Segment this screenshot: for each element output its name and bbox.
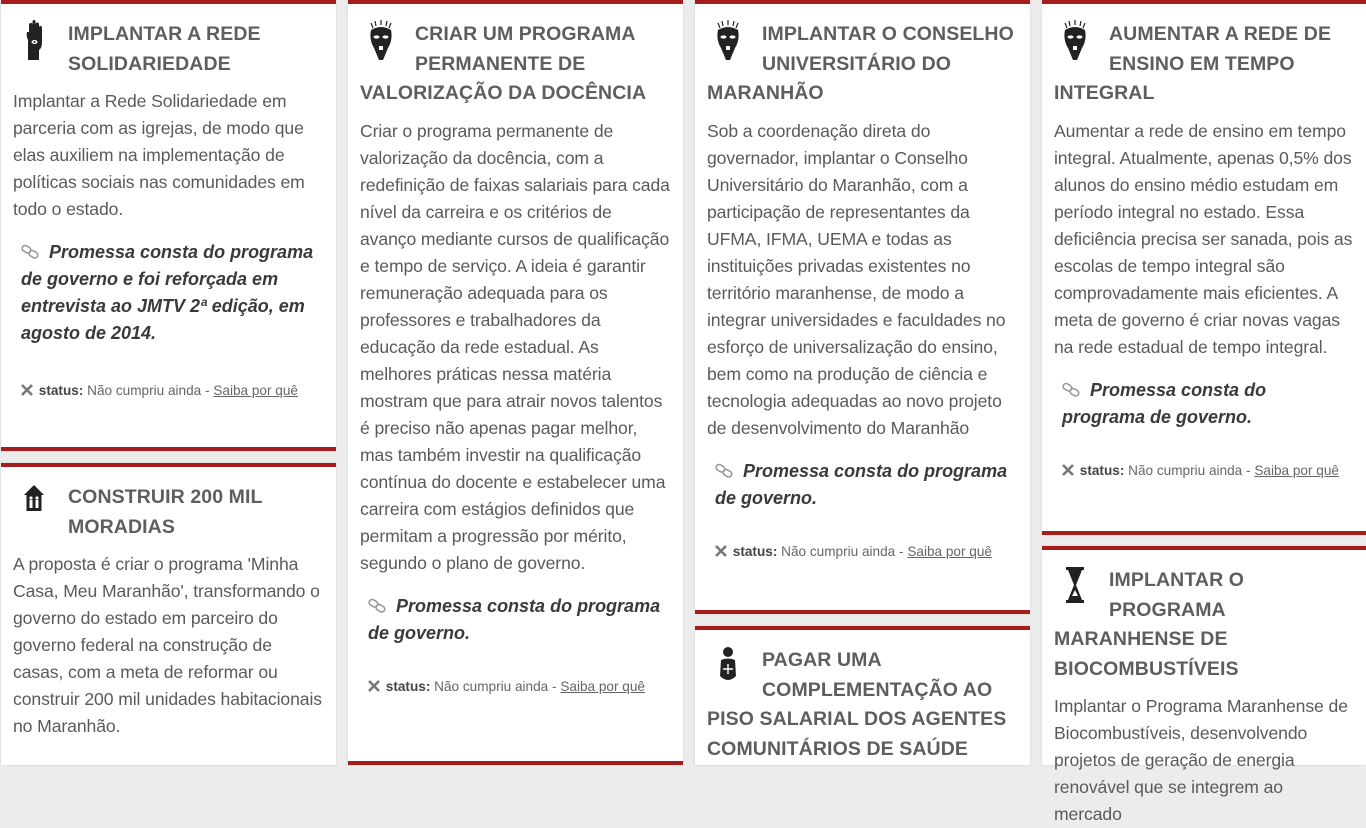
promise-card: [1042, 0, 1366, 535]
promise-card: [695, 0, 1030, 614]
african-mask-icon: [717, 20, 739, 62]
card-title: IMPLANTAR A REDE SOLIDARIEDADE: [68, 23, 261, 75]
status-line: [21, 381, 324, 401]
card-title: PAGAR UMA COMPLEMENTAÇÃO AO PISO SALARIAL DOS AGENTES COMUNITÁRIOS DE SAÚDE: [707, 649, 1007, 760]
promise-text: Promessa consta do programa de governo.: [1062, 379, 1267, 427]
card-title: CONSTRUIR 200 MIL MORADIAS: [68, 486, 263, 538]
promise-note: [1062, 377, 1354, 431]
promise-text: Promessa consta do programa de governo.: [715, 460, 1008, 508]
link-icon: [21, 240, 41, 254]
card-description: Sob a coordenação direta do governador, implantar o Conselho Universitário do Maranhão, com a participação de representantes da UFMA, IFMA, UEMA e todas as instituições privadas existentes no território maranhense, de modo a integrar universidades e faculdades no esforço de universalização do ensino, bem como na produção de ciência e tecnologia adequadas ao novo projeto de desenvolvimento do Maranhão: [707, 120, 1006, 438]
status-label: status:: [732, 543, 778, 559]
promise-card: [1, 463, 336, 765]
status-value: Não cumpriu ainda -: [1128, 462, 1251, 478]
fail-x-icon: [715, 543, 727, 555]
status-label: status:: [1079, 462, 1125, 478]
promise-note: [21, 239, 324, 347]
link-icon: [368, 594, 388, 608]
hourglass-icon: [1064, 566, 1086, 608]
promise-card: [1, 0, 336, 451]
status-line: [715, 542, 1018, 562]
status-value: Não cumpriu ainda -: [434, 678, 557, 694]
card-description: Criar o programa permanente de valorização da docência, com a redefinição de faixas salariais para cada nível da carreira e os critérios de avanço mediante cursos de qualificação e tempo de serviço. A ideia é garantir remuneração adequada para os professores e trabalhadores da educação da rede estadual. As melhores práticas nessa matéria mostram que para atrair novos talentos é preciso não apenas pagar melhor, mas também investir na qualificação contínua do docente e estabelecer uma carreira com estágios definidos que permitam a progressão por mérito, segundo o plano de governo.: [360, 120, 670, 573]
fail-x-icon: [368, 678, 380, 690]
card-title: AUMENTAR A REDE DE ENSINO EM TEMPO INTEGRAL: [1054, 23, 1332, 104]
african-mask-icon: [370, 20, 392, 62]
status-value: Não cumpriu ainda -: [781, 543, 904, 559]
promise-card: [348, 0, 683, 765]
card-title: CRIAR UM PROGRAMA PERMANENTE DE VALORIZAÇÃO DA DOCÊNCIA: [360, 23, 647, 104]
link-icon: [715, 459, 735, 473]
card-description: A proposta é criar o programa 'Minha Casa, Meu Maranhão', transformando o governo do estado em parceiro do governo federal na construção de casas, com a meta de reformar ou construir 200 mil unidades habitacionais no Maranhão.: [13, 554, 322, 736]
fail-x-icon: [21, 382, 33, 394]
saiba-por-que-link[interactable]: Saiba por quê: [560, 678, 645, 694]
promise-card: [1042, 546, 1366, 824]
saiba-por-que-link[interactable]: Saiba por quê: [213, 383, 298, 398]
status-value: Não cumpriu ainda -: [87, 383, 210, 398]
african-mask-icon: [1064, 20, 1086, 62]
promise-text: Promessa consta do programa de governo.: [368, 595, 661, 643]
promise-card: [695, 626, 1030, 765]
promise-note: [715, 458, 1018, 512]
promise-text: Promessa consta do programa de governo e foi reforçada em entrevista ao JMTV 2ª edição, em agosto de 2014.: [21, 242, 314, 343]
link-icon: [1062, 378, 1082, 392]
raised-hand-icon: [23, 20, 45, 62]
health-agent-icon: [717, 646, 739, 688]
fail-x-icon: [1062, 462, 1074, 474]
status-label: status:: [385, 678, 431, 694]
status-label: status:: [38, 383, 84, 398]
status-line: [368, 677, 671, 697]
status-line: [1062, 461, 1354, 481]
card-title: IMPLANTAR O PROGRAMA MARANHENSE DE BIOCOMBUSTÍVEIS: [1054, 569, 1245, 680]
card-description: Implantar a Rede Solidariedade em parceria com as igrejas, de modo que elas auxiliem na implementação de políticas sociais nas comunidades em todo o estado.: [13, 91, 305, 219]
card-description: Aumentar a rede de ensino em tempo integral. Atualmente, apenas 0,5% dos alunos do ensino médio estudam em período integral no estado. Essa deficiência precisa ser sanada, pois as escolas de tempo integral são comprovadamente mais eficientes. A meta de governo é criar novas vagas na rede estadual de tempo integral.: [1054, 120, 1353, 357]
card-description: Implantar o Programa Maranhense de Biocombustíveis, desenvolvendo projetos de geração de energia renovável que se integrem ao mercado: [1054, 696, 1348, 824]
house-icon: [23, 483, 45, 525]
saiba-por-que-link[interactable]: Saiba por quê: [1254, 462, 1339, 478]
promise-note: [368, 593, 671, 647]
saiba-por-que-link[interactable]: Saiba por quê: [907, 543, 992, 559]
card-title: IMPLANTAR O CONSELHO UNIVERSITÁRIO DO MARANHÃO: [707, 23, 1014, 104]
